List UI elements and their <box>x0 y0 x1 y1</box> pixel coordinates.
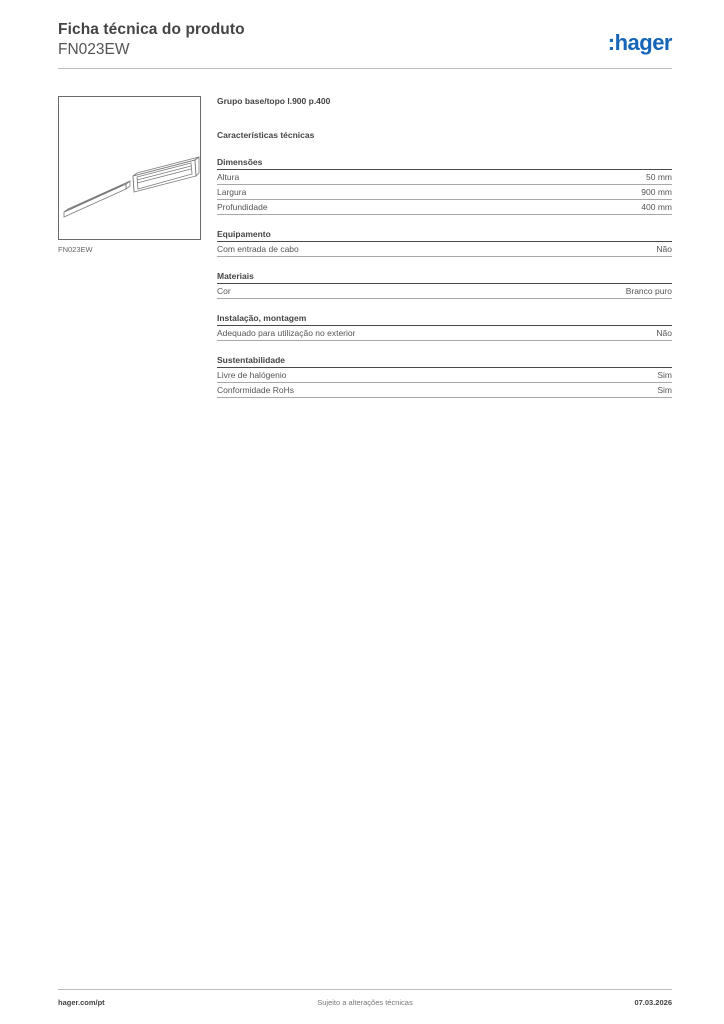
document-header <box>58 21 672 59</box>
spec-row <box>217 242 672 257</box>
group-instalacao <box>217 313 672 341</box>
spec-row <box>217 326 672 341</box>
group-materiais <box>217 271 672 299</box>
group-title: Dimensões <box>217 157 263 167</box>
group-sustentabilidade <box>217 355 672 398</box>
spec-row <box>217 368 672 383</box>
spec-label: Livre de halógenio <box>217 370 287 380</box>
spec-value: Branco puro <box>625 286 672 296</box>
spec-row <box>217 170 672 185</box>
header-divider <box>58 68 672 69</box>
spec-label: Com entrada de cabo <box>217 244 299 254</box>
spec-value: 50 mm <box>646 172 672 182</box>
group-title: Instalação, montagem <box>217 313 307 323</box>
spec-label: Largura <box>217 187 247 197</box>
group-equipamento <box>217 229 672 257</box>
spec-value: Sim <box>657 370 672 380</box>
spec-label: Altura <box>217 172 240 182</box>
product-name: Grupo base/topo l.900 p.400 <box>217 96 331 106</box>
website-link[interactable]: hager.com/pt <box>58 998 105 1007</box>
group-title: Equipamento <box>217 229 271 239</box>
product-drawing <box>59 97 200 239</box>
group-title: Materiais <box>217 271 254 281</box>
spec-label: Cor <box>217 286 231 296</box>
spec-value: 400 mm <box>641 202 672 212</box>
footer-notice: Sujeito a alterações técnicas <box>317 998 413 1007</box>
product-image <box>58 96 201 240</box>
spec-label: Profundidade <box>217 202 268 212</box>
spec-value: 900 mm <box>641 187 672 197</box>
section-heading: Características técnicas <box>217 130 315 140</box>
spec-label: Adequado para utilização no exterior <box>217 328 356 338</box>
document-footer <box>58 998 672 1010</box>
spec-row <box>217 200 672 215</box>
spec-row <box>217 284 672 299</box>
spec-value: Sim <box>657 385 672 395</box>
footer-date: 07.03.2026 <box>634 998 672 1007</box>
spec-value: Não <box>656 244 672 254</box>
image-caption: FN023EW <box>58 245 93 254</box>
hager-logo: :hager <box>607 30 672 55</box>
group-dimensoes <box>217 157 672 215</box>
spec-value: Não <box>656 328 672 338</box>
group-title: Sustentabilidade <box>217 355 286 365</box>
spec-row <box>217 185 672 200</box>
footer-divider <box>58 989 672 990</box>
document-title: Ficha técnica do produto <box>58 21 245 38</box>
spec-content <box>217 96 672 398</box>
spec-label: Conformidade RoHs <box>217 385 295 395</box>
spec-row <box>217 383 672 398</box>
product-code: FN023EW <box>58 41 130 58</box>
